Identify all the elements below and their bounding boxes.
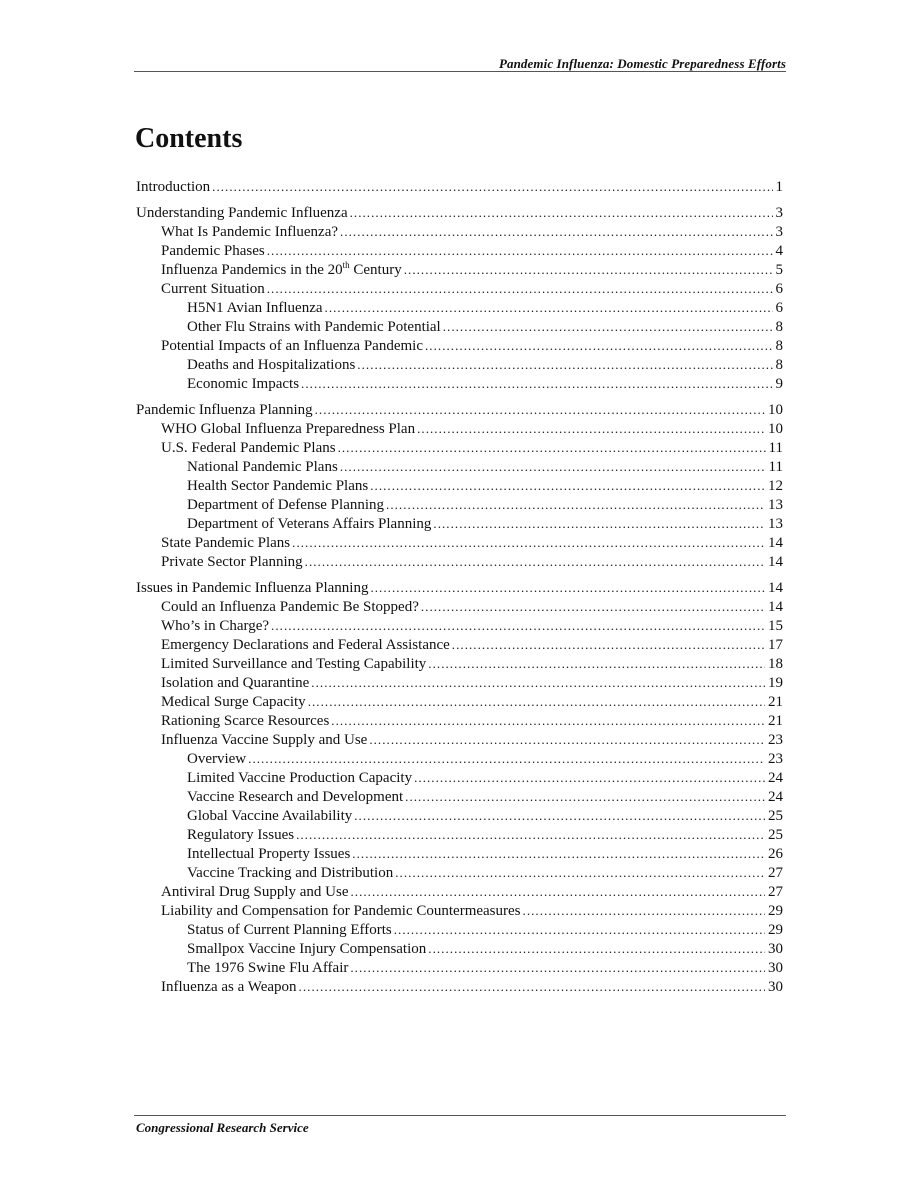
toc-leader-dots [267, 241, 773, 260]
toc-entry-title: Limited Surveillance and Testing Capability [161, 656, 427, 672]
toc-leader-dots [417, 419, 765, 438]
toc-entry[interactable] [187, 374, 783, 393]
toc-entry-title: Could an Influenza Pandemic Be Stopped? [161, 599, 419, 615]
toc-entry[interactable] [161, 692, 783, 711]
toc-page-number: 21 [768, 713, 783, 729]
toc-entry[interactable] [161, 279, 783, 298]
toc-entry[interactable] [161, 222, 783, 241]
toc-leader-dots [433, 514, 765, 533]
running-header: Pandemic Influenza: Domestic Preparedness Efforts [498, 56, 786, 71]
toc-page-number: 30 [768, 941, 783, 957]
toc-entry-title: Intellectual Property Issues [187, 846, 351, 862]
toc-leader-dots [428, 939, 765, 958]
toc-page-number: 29 [768, 922, 783, 938]
toc-entry[interactable] [187, 514, 783, 533]
toc-leader-dots [315, 400, 765, 419]
toc-leader-dots [523, 901, 765, 920]
toc-entry-title: Health Sector Pandemic Plans [187, 478, 369, 494]
toc-entry[interactable] [161, 882, 783, 901]
toc-entry[interactable] [161, 597, 783, 616]
toc-leader-dots [340, 222, 772, 241]
toc-entry-title: Issues in Pandemic Influenza Planning [136, 580, 369, 596]
toc-leader-dots [338, 438, 766, 457]
toc-leader-dots [404, 260, 773, 279]
toc-page-number: 14 [768, 599, 783, 615]
toc-page-number: 11 [768, 459, 783, 475]
toc-leader-dots [325, 298, 773, 317]
toc-leader-dots [311, 673, 765, 692]
toc-page-number: 8 [775, 319, 783, 335]
toc-entry-title: Vaccine Research and Development [187, 789, 404, 805]
toc-entry[interactable] [161, 241, 783, 260]
toc-leader-dots [305, 552, 765, 571]
toc-page-number: 24 [768, 770, 783, 786]
toc-entry-title: Influenza Pandemics in the 20th Century [161, 260, 402, 278]
toc-entry[interactable] [187, 958, 783, 977]
toc-page-number: 9 [775, 376, 783, 392]
toc-leader-dots [369, 730, 765, 749]
toc-entry[interactable] [161, 438, 783, 457]
toc-leader-dots [405, 787, 765, 806]
toc-leader-dots [267, 279, 773, 298]
toc-leader-dots [296, 825, 765, 844]
toc-entry[interactable] [136, 400, 783, 419]
toc-entry[interactable] [187, 317, 783, 336]
toc-entry[interactable] [187, 920, 783, 939]
toc-entry[interactable] [161, 654, 783, 673]
toc-page-number: 4 [775, 243, 783, 259]
toc-entry[interactable] [187, 749, 783, 768]
footer-rule [134, 1115, 786, 1116]
toc-leader-dots [395, 863, 765, 882]
toc-leader-dots [354, 806, 765, 825]
toc-page-number: 3 [775, 205, 783, 221]
toc-entry-title: Current Situation [161, 281, 265, 297]
toc-leader-dots [357, 355, 772, 374]
toc-page-number: 19 [768, 675, 783, 691]
toc-entry-title: Other Flu Strains with Pandemic Potential [187, 319, 441, 335]
page-title: Contents [135, 123, 243, 154]
toc-page-number: 11 [768, 440, 783, 456]
toc-page-number: 10 [768, 402, 783, 418]
toc-entry[interactable] [187, 806, 783, 825]
toc-page-number: 6 [775, 300, 783, 316]
toc-entry[interactable] [187, 495, 783, 514]
toc-leader-dots [443, 317, 773, 336]
toc-entry-title: Isolation and Quarantine [161, 675, 310, 691]
toc-leader-dots [350, 958, 765, 977]
toc-entry[interactable] [161, 616, 783, 635]
toc-page-number: 13 [768, 497, 783, 513]
toc-entry[interactable] [161, 419, 783, 438]
toc-entry[interactable] [161, 711, 783, 730]
toc-entry[interactable] [161, 533, 783, 552]
toc-leader-dots [370, 578, 765, 597]
toc-entry[interactable] [187, 863, 783, 882]
toc-leader-dots [292, 533, 765, 552]
toc-leader-dots [308, 692, 765, 711]
toc-entry[interactable] [136, 203, 783, 222]
toc-page-number: 27 [768, 884, 783, 900]
toc-entry-title: Antiviral Drug Supply and Use [161, 884, 349, 900]
toc-page-number: 30 [768, 960, 783, 976]
toc-entry[interactable] [187, 768, 783, 787]
toc-page-number: 27 [768, 865, 783, 881]
toc-leader-dots [421, 597, 765, 616]
toc-entry-title: Liability and Compensation for Pandemic Countermeasures [161, 903, 521, 919]
toc-page-number: 13 [768, 516, 783, 532]
toc-entry[interactable] [161, 336, 783, 355]
toc-entry[interactable] [187, 298, 783, 317]
toc-entry-title: Influenza as a Weapon [161, 979, 297, 995]
toc-entry[interactable] [161, 977, 783, 996]
toc-entry-title: Pandemic Phases [161, 243, 265, 259]
toc-leader-dots [212, 177, 772, 196]
toc-entry-title: Status of Current Planning Efforts [187, 922, 392, 938]
toc-entry[interactable] [187, 825, 783, 844]
toc-entry-title: Limited Vaccine Production Capacity [187, 770, 413, 786]
toc-page-number: 10 [768, 421, 783, 437]
toc-entry-title: State Pandemic Plans [161, 535, 291, 551]
toc-entry-title: Private Sector Planning [161, 554, 303, 570]
toc-entry-title: Potential Impacts of an Influenza Pandemic [161, 338, 423, 354]
toc-entry-title: Pandemic Influenza Planning [136, 402, 313, 418]
toc-entry-title: Rationing Scarce Resources [161, 713, 330, 729]
toc-entry[interactable] [161, 901, 783, 920]
toc-entry-title: Influenza Vaccine Supply and Use [161, 732, 368, 748]
toc-entry-title: WHO Global Influenza Preparedness Plan [161, 421, 416, 437]
toc-entry[interactable] [187, 939, 783, 958]
toc-entry-title: Regulatory Issues [187, 827, 295, 843]
toc-page-number: 29 [768, 903, 783, 919]
toc-page-number: 15 [768, 618, 783, 634]
toc-page-number: 23 [768, 732, 783, 748]
toc-entry[interactable] [187, 844, 783, 863]
toc-entry[interactable] [161, 552, 783, 571]
toc-page-number: 25 [768, 808, 783, 824]
toc-leader-dots [370, 476, 765, 495]
toc-entry[interactable] [136, 177, 783, 196]
toc-leader-dots [301, 374, 772, 393]
toc-entry-title: Economic Impacts [187, 376, 300, 392]
toc-entry-title: Smallpox Vaccine Injury Compensation [187, 941, 427, 957]
toc-entry[interactable] [161, 260, 783, 279]
toc-entry[interactable] [161, 635, 783, 654]
toc-entry-title: H5N1 Avian Influenza [187, 300, 323, 316]
toc-leader-dots [452, 635, 765, 654]
toc-entry-title: Understanding Pandemic Influenza [136, 205, 348, 221]
toc-page-number: 18 [768, 656, 783, 672]
toc-leader-dots [340, 457, 766, 476]
toc-entry[interactable] [136, 578, 783, 597]
toc-page-number: 6 [775, 281, 783, 297]
toc-entry-title: Introduction [136, 179, 211, 195]
toc-entry-title: The 1976 Swine Flu Affair [187, 960, 349, 976]
toc-page-number: 21 [768, 694, 783, 710]
toc-page-number: 5 [775, 262, 783, 278]
footer-text: Congressional Research Service [136, 1120, 309, 1135]
toc-entry-title: Vaccine Tracking and Distribution [187, 865, 394, 881]
toc-leader-dots [350, 203, 773, 222]
toc-entry-title: Overview [187, 751, 247, 767]
toc-page-number: 30 [768, 979, 783, 995]
toc-leader-dots [428, 654, 765, 673]
toc-entry-title: Who’s in Charge? [161, 618, 270, 634]
toc-leader-dots [352, 844, 765, 863]
toc-entry-title: Deaths and Hospitalizations [187, 357, 356, 373]
toc-entry-title: Department of Veterans Affairs Planning [187, 516, 432, 532]
toc-page-number: 14 [768, 535, 783, 551]
toc-entry[interactable] [161, 730, 783, 749]
toc-page-number: 14 [768, 554, 783, 570]
toc-entry[interactable] [187, 457, 783, 476]
toc-entry[interactable] [187, 355, 783, 374]
toc-leader-dots [350, 882, 765, 901]
toc-entry-title: What Is Pandemic Influenza? [161, 224, 339, 240]
toc-page-number: 14 [768, 580, 783, 596]
toc-leader-dots [248, 749, 765, 768]
header-rule [134, 71, 786, 72]
toc-page-number: 1 [775, 179, 783, 195]
toc-page-number: 12 [768, 478, 783, 494]
toc-page-number: 24 [768, 789, 783, 805]
toc-leader-dots [394, 920, 765, 939]
toc-page-number: 25 [768, 827, 783, 843]
toc-entry-title: Medical Surge Capacity [161, 694, 306, 710]
toc-entry-title: Global Vaccine Availability [187, 808, 353, 824]
toc-page-number: 26 [768, 846, 783, 862]
toc-page-number: 17 [768, 637, 783, 653]
toc-entry[interactable] [187, 476, 783, 495]
toc-entry-title: Emergency Declarations and Federal Assistance [161, 637, 450, 653]
toc-entry-title: Department of Defense Planning [187, 497, 385, 513]
toc-page-number: 23 [768, 751, 783, 767]
toc-entry-title: U.S. Federal Pandemic Plans [161, 440, 336, 456]
toc-leader-dots [331, 711, 765, 730]
toc-leader-dots [271, 616, 765, 635]
toc-page-number: 8 [775, 338, 783, 354]
toc-page-number: 3 [775, 224, 783, 240]
toc-page-number: 8 [775, 357, 783, 373]
toc-entry-title: National Pandemic Plans [187, 459, 338, 475]
toc-leader-dots [425, 336, 773, 355]
toc-leader-dots [414, 768, 765, 787]
toc-entry[interactable] [187, 787, 783, 806]
toc-leader-dots [386, 495, 765, 514]
toc-leader-dots [299, 977, 765, 996]
toc-entry[interactable] [161, 673, 783, 692]
